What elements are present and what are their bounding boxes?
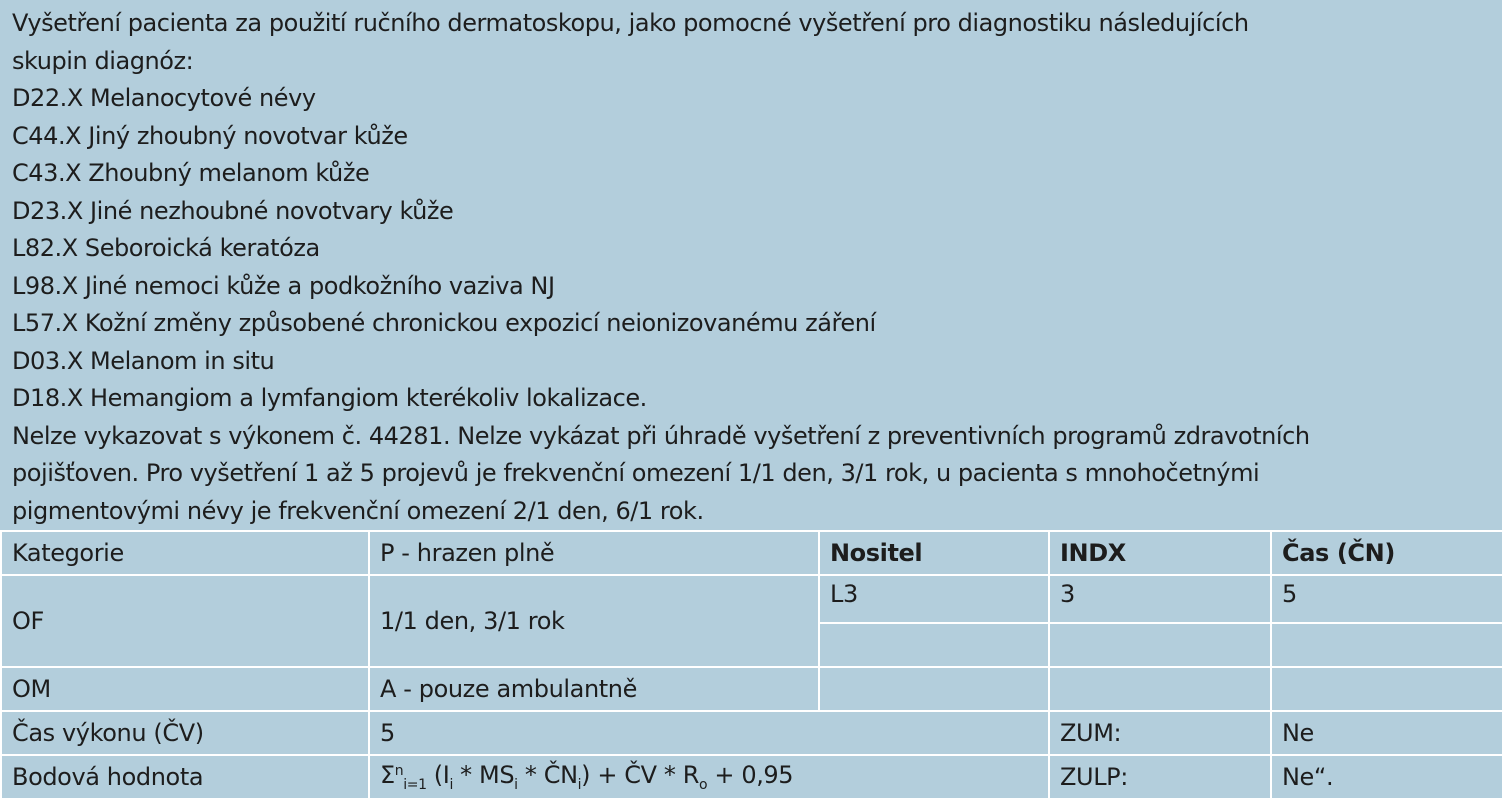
formula-sub: i bbox=[449, 777, 453, 793]
nositel-value: L3 bbox=[819, 575, 1049, 623]
kategorie-value: P - hrazen plně bbox=[369, 531, 819, 575]
procedure-attributes-table bbox=[0, 530, 1502, 800]
om-value: A - pouze ambulantně bbox=[369, 667, 819, 711]
restriction-note: pigmentovými névy je frekvenční omezení 2/1 den, 6/1 rok. bbox=[12, 496, 704, 525]
formula-part: * ČN bbox=[517, 761, 578, 789]
formula-part: (I bbox=[426, 761, 450, 789]
kategorie-label: Kategorie bbox=[1, 531, 369, 575]
formula-part: ) + ČV * R bbox=[581, 761, 699, 789]
diagnosis-item: L98.X Jiné nemoci kůže a podkožního vaziva NJ bbox=[12, 271, 555, 300]
restriction-note: Nelze vykazovat s výkonem č. 44281. Nelze vykázat při úhradě vyšetření z preventivních programů zdravotních bbox=[12, 421, 1310, 450]
diagnosis-item: L57.X Kožní změny způsobené chronickou expozicí neionizovanému záření bbox=[12, 309, 876, 337]
restriction-note: pojišťoven. Pro vyšetření 1 až 5 projevů je frekvenční omezení 1/1 den, 3/1 rok, u pacienta s mnohočetnými bbox=[12, 459, 1260, 487]
empty-cell bbox=[1049, 667, 1271, 711]
formula-sum-symbol: Σ bbox=[380, 761, 395, 789]
diagnosis-item: C44.X Jiný zhoubný novotvar kůže bbox=[12, 121, 408, 150]
formula-sup: n bbox=[394, 763, 404, 779]
table-row bbox=[1, 531, 1502, 575]
description-line: Vyšetření pacienta za použití ručního dermatoskopu, jako pomocné vyšetření pro diagnostiku následujících bbox=[12, 9, 1249, 37]
table-row bbox=[1, 575, 1502, 623]
table-row bbox=[1, 755, 1502, 799]
diagnosis-item: D23.X Jiné nezhoubné novotvary kůže bbox=[12, 196, 454, 225]
zulp-label: ZULP: bbox=[1049, 755, 1271, 799]
of-label: OF bbox=[1, 575, 369, 667]
formula-sub: i bbox=[514, 777, 518, 793]
zum-value: Ne bbox=[1271, 711, 1502, 755]
formula-sub: i bbox=[577, 777, 582, 793]
of-value: 1/1 den, 3/1 rok bbox=[369, 575, 819, 667]
empty-cell bbox=[819, 623, 1049, 667]
diagnosis-item: D18.X Hemangiom a lymfangiom kterékoliv lokalizace. bbox=[12, 384, 647, 412]
table-row bbox=[1, 711, 1502, 755]
formula-sub: i=1 bbox=[403, 777, 427, 793]
diagnosis-item: L82.X Seboroická keratóza bbox=[12, 234, 320, 262]
formula-part: * MS bbox=[452, 761, 515, 789]
om-label: OM bbox=[1, 667, 369, 711]
point-value-formula bbox=[369, 755, 1049, 799]
diagnosis-item: C43.X Zhoubný melanom kůže bbox=[12, 159, 370, 187]
table-row bbox=[1, 667, 1502, 711]
diagnosis-item: D22.X Melanocytové névy bbox=[12, 84, 316, 112]
formula-part: + 0,95 bbox=[707, 761, 794, 789]
indx-value: 3 bbox=[1049, 575, 1271, 623]
formula-sub: o bbox=[698, 777, 708, 793]
empty-cell bbox=[819, 667, 1049, 711]
diagnosis-item: D03.X Melanom in situ bbox=[12, 346, 275, 375]
cas-vykonu-label: Čas výkonu (ČV) bbox=[1, 711, 369, 755]
nositel-header: Nositel bbox=[819, 531, 1049, 575]
cas-cn-value: 5 bbox=[1271, 575, 1502, 623]
zulp-value: Ne“. bbox=[1271, 755, 1502, 799]
description-line: skupin diagnóz: bbox=[12, 46, 194, 75]
empty-cell bbox=[1049, 623, 1271, 667]
empty-cell bbox=[1271, 667, 1502, 711]
cas-vykonu-value: 5 bbox=[369, 711, 1049, 755]
indx-header: INDX bbox=[1049, 531, 1271, 575]
cas-cn-header: Čas (ČN) bbox=[1271, 531, 1502, 575]
zum-label: ZUM: bbox=[1049, 711, 1271, 755]
bodova-hodnota-label: Bodová hodnota bbox=[1, 755, 369, 799]
empty-cell bbox=[1271, 623, 1502, 667]
